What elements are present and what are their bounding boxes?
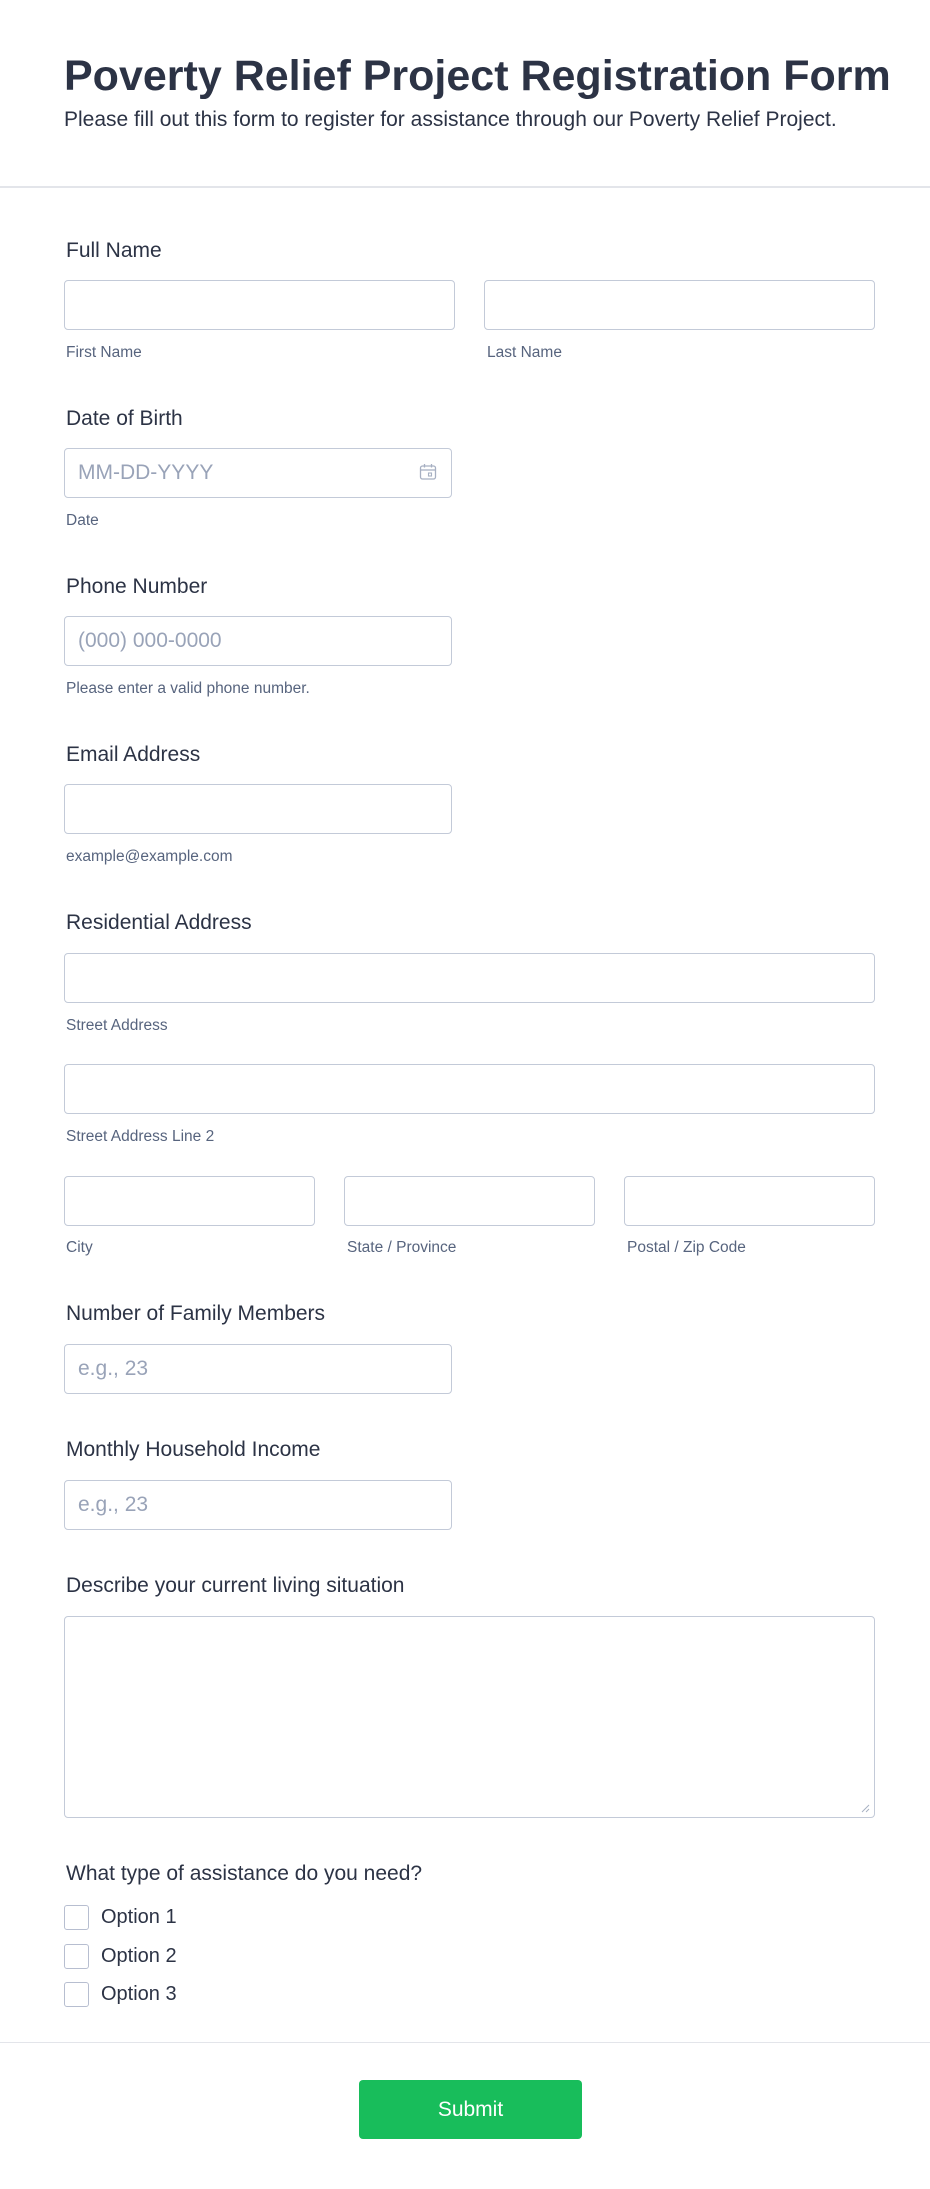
form-header xyxy=(0,0,930,188)
phone-placeholder: (000) 000-0000 xyxy=(78,629,222,652)
last-name-sublabel: Last Name xyxy=(487,344,562,361)
city-input[interactable] xyxy=(64,1176,315,1226)
dob-placeholder: MM-DD-YYYY xyxy=(78,461,214,484)
full-name-label: Full Name xyxy=(66,239,162,262)
income-input[interactable] xyxy=(64,1480,452,1530)
email-sublabel: example@example.com xyxy=(66,848,233,865)
family-members-placeholder: e.g., 23 xyxy=(78,1357,149,1380)
living-situation-textarea[interactable] xyxy=(64,1616,875,1818)
family-members-label: Number of Family Members xyxy=(66,1302,326,1325)
street-address-sublabel: Street Address xyxy=(66,1017,168,1034)
dob-sublabel: Date xyxy=(66,512,99,529)
checkbox-label[interactable]: Option 2 xyxy=(101,1945,177,1967)
resize-handle-icon[interactable] xyxy=(860,1803,870,1813)
phone-input[interactable] xyxy=(64,616,452,666)
page-title: Poverty Relief Project Registration Form xyxy=(64,52,891,100)
calendar-icon[interactable] xyxy=(419,463,437,481)
checkbox-option-1[interactable] xyxy=(64,1905,89,1930)
email-label: Email Address xyxy=(66,743,201,766)
assistance-label: What type of assistance do you need? xyxy=(66,1862,423,1885)
street-address-line2-input[interactable] xyxy=(64,1064,875,1114)
checkbox-option-3[interactable] xyxy=(64,1982,89,2007)
first-name-sublabel: First Name xyxy=(66,344,142,361)
state-input[interactable] xyxy=(344,1176,595,1226)
page-subtitle: Please fill out this form to register for assistance through our Poverty Relief Project. xyxy=(64,108,837,131)
city-sublabel: City xyxy=(66,1239,93,1256)
street-address-line2-sublabel: Street Address Line 2 xyxy=(66,1128,215,1145)
phone-sublabel: Please enter a valid phone number. xyxy=(66,680,310,697)
zip-sublabel: Postal / Zip Code xyxy=(627,1239,746,1256)
checkbox-label[interactable]: Option 3 xyxy=(101,1983,177,2005)
dob-input[interactable] xyxy=(64,448,452,498)
phone-label: Phone Number xyxy=(66,575,208,598)
living-situation-label: Describe your current living situation xyxy=(66,1574,405,1597)
email-input[interactable] xyxy=(64,784,452,834)
first-name-input[interactable] xyxy=(64,280,455,330)
last-name-input[interactable] xyxy=(484,280,875,330)
address-label: Residential Address xyxy=(66,911,252,934)
footer-divider xyxy=(0,2042,930,2043)
submit-button[interactable]: Submit xyxy=(359,2080,582,2139)
checkbox-label[interactable]: Option 1 xyxy=(101,1906,177,1928)
checkbox-option-2[interactable] xyxy=(64,1944,89,1969)
dob-label: Date of Birth xyxy=(66,407,183,430)
street-address-input[interactable] xyxy=(64,953,875,1003)
income-placeholder: e.g., 23 xyxy=(78,1493,149,1516)
family-members-input[interactable] xyxy=(64,1344,452,1394)
income-label: Monthly Household Income xyxy=(66,1438,321,1461)
zip-input[interactable] xyxy=(624,1176,875,1226)
state-sublabel: State / Province xyxy=(347,1239,457,1256)
